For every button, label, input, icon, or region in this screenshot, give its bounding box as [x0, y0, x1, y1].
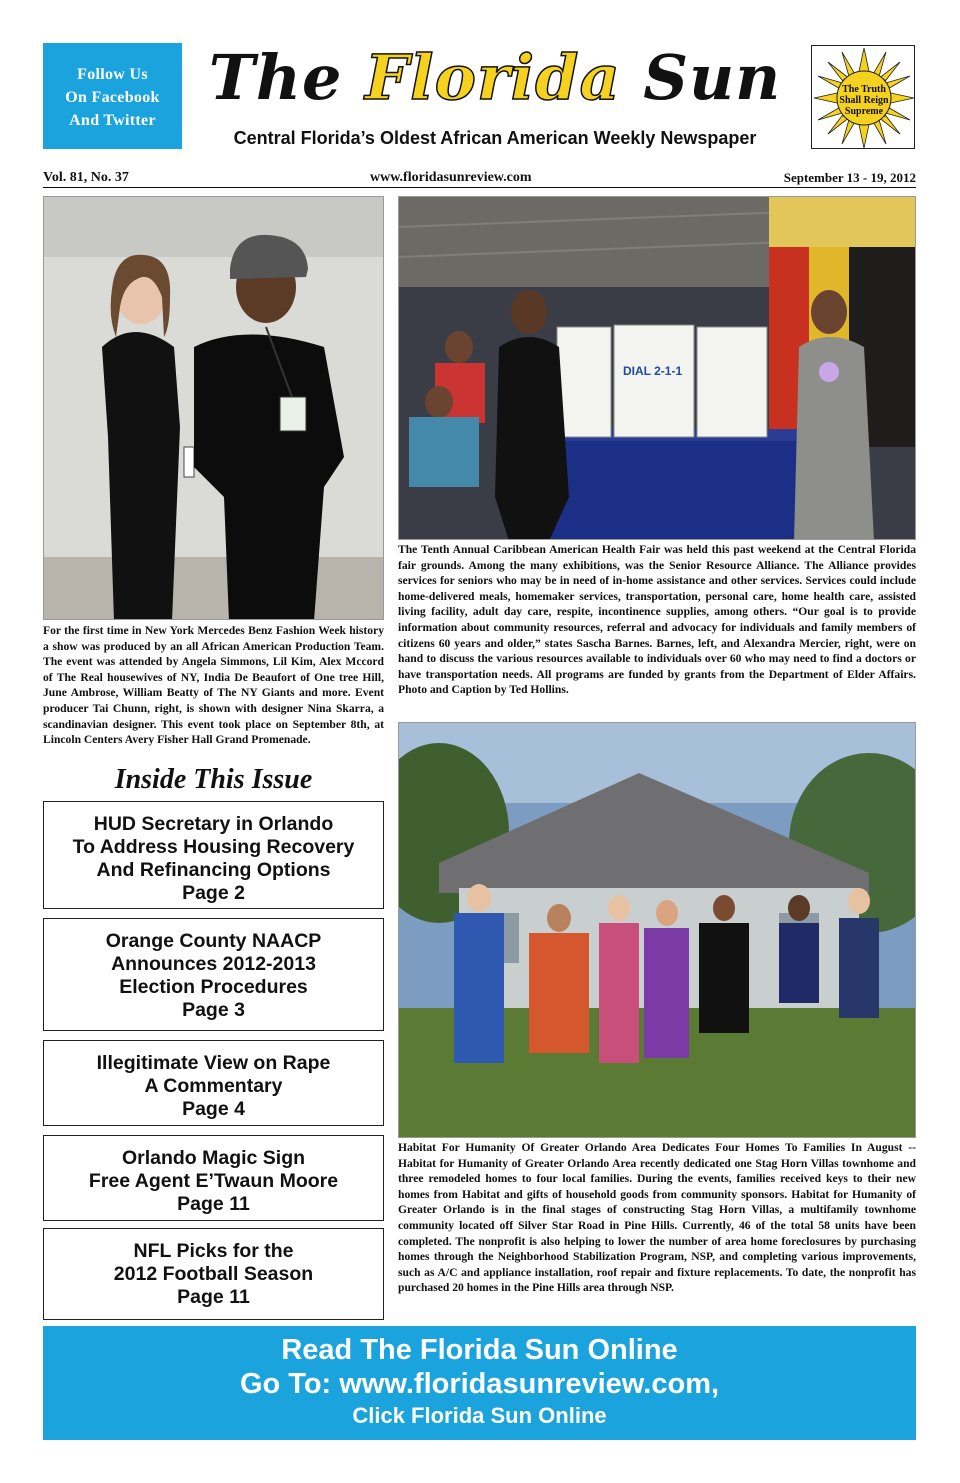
- volume-number: Vol. 81, No. 37: [43, 170, 129, 185]
- issue-teaser-nfl-picks[interactable]: [43, 1228, 384, 1320]
- teaser-line: A Commentary: [144, 1075, 283, 1097]
- social-line-2: On Facebook: [65, 89, 160, 106]
- issue-date: September 13 - 19, 2012: [783, 170, 916, 185]
- teaser-line: Election Procedures: [119, 976, 308, 998]
- teaser-line: Orlando Magic Sign: [121, 1147, 306, 1169]
- issue-teaser-hud[interactable]: [43, 801, 384, 909]
- footer-website[interactable]: Go To: www.floridasunreview.com,: [239, 1368, 720, 1400]
- fashion-week-caption: For the first time in New York Mercedes Benz Fashion Week history a show was produced by an all African American Production Team. The event was attended by Angela Simmons, Lil Kim, Alex Mccord of The Real housewives of NY, India De Beaufort of One tree Hill, June Ambrose, William Beatty of The NY Giants and more. Event producer Tai Chunn, right, is shown with designer Nina Skarra, a scandinavian designer. This event took place on September 8th, at Lincoln Centers Avery Fisher Hall Grand Promenade.: [43, 624, 384, 747]
- teaser-line: 2012 Football Season: [113, 1263, 314, 1285]
- motto-line-2: Shall Reign: [839, 95, 889, 106]
- masthead-word-the: The: [208, 41, 343, 114]
- read-online-banner[interactable]: [43, 1326, 916, 1440]
- inside-this-issue-heading: Inside This Issue: [114, 764, 313, 795]
- fashion-week-photo: [43, 196, 384, 620]
- masthead-tagline: Central Florida’s Oldest African American Weekly Newspaper: [233, 128, 757, 148]
- teaser-line: Free Agent E’Twaun Moore: [88, 1170, 339, 1192]
- issue-teaser-orlando-magic[interactable]: [43, 1135, 384, 1221]
- website-link[interactable]: www.floridasunreview.com: [370, 170, 532, 185]
- teaser-line: NFL Picks for the: [133, 1240, 294, 1262]
- motto-line-1: The Truth: [842, 84, 886, 95]
- teaser-page: Page 3: [182, 999, 245, 1021]
- masthead-word-florida: Florida: [365, 41, 621, 114]
- issue-teaser-commentary[interactable]: [43, 1040, 384, 1126]
- teaser-line: Illegitimate View on Rape: [96, 1052, 331, 1074]
- habitat-caption: Habitat For Humanity Of Greater Orlando Area Dedicates Four Homes To Families In August -- Habitat for Humanity of Greater Orlando Area recently dedicated one Stag Horn Villas townhome and three remodeled homes to four local families. During the events, families received keys to their new homes from Habitat and gifts of household goods from community sponsors. Habitat for Humanity of Greater Orlando is in the final stages of constructing Stag Horn Villas, a multifamily townhome community located off Silver Star Road in Pine Hills. Currently, 46 of the total 58 units have been completed. The nonprofit is also helping to lower the number of area home foreclosures by purchasing homes through the Neighborhood Stabilization Program, NSP, and completing various improvements, such as A/C and appliance installation, roof repair and fixture replacements. To date, the nonprofit has purchased 20 homes in the Pine Hills area through NSP.: [398, 1141, 916, 1295]
- social-line-1: Follow Us: [77, 66, 148, 83]
- health-fair-caption: The Tenth Annual Caribbean American Health Fair was held this past weekend at the Central Florida fair grounds. Among the many exhibitions, was the Senior Resource Alliance. The Alliance provides services for seniors who may be in need of in-home assistance and other services. Services could include home-delivered meals, homemaker services, transportation, personal care, home health care, assisted living facility, adult day care, respite, incontinence supplies, among others. “Our goal is to provide information about community resources, referral and advocacy for individuals and family members of citizens 60 years and older,” states Sascha Barnes. Barnes, left, and Alexandra Mercier, right, were on hand to discuss the various resources available to individuals over 60 who may need to find a doctors or have transportation needs. All programs are funded by grants from the Department of Elder Affairs. Photo and Caption by Ted Hollins.: [398, 543, 916, 697]
- footer-line-1: Read The Florida Sun Online: [281, 1334, 678, 1366]
- footer-line-3: Click Florida Sun Online: [352, 1403, 607, 1428]
- sun-logo: [811, 45, 915, 149]
- health-fair-photo: [398, 196, 916, 540]
- teaser-page: Page 4: [182, 1098, 245, 1120]
- teaser-page: Page 11: [177, 1286, 250, 1308]
- masthead-word-sun: Sun: [643, 41, 782, 114]
- teaser-page: Page 2: [182, 882, 245, 904]
- issue-teaser-naacp[interactable]: [43, 918, 384, 1031]
- newspaper-masthead: [205, 41, 785, 114]
- teaser-line: Orange County NAACP: [105, 930, 322, 952]
- social-line-3: And Twitter: [69, 112, 156, 129]
- social-follow-box[interactable]: [43, 43, 182, 149]
- fair-banner-text: DIAL 2-1-1: [623, 364, 683, 378]
- teaser-line: To Address Housing Recovery: [72, 836, 355, 858]
- motto-line-3: Supreme: [844, 106, 884, 117]
- habitat-dedication-photo: [398, 722, 916, 1138]
- teaser-line: Announces 2012-2013: [111, 953, 316, 975]
- teaser-line: HUD Secretary in Orlando: [93, 813, 334, 835]
- teaser-line: And Refinancing Options: [96, 859, 331, 881]
- issue-info-bar: [43, 170, 916, 188]
- teaser-page: Page 11: [177, 1193, 250, 1215]
- sun-logo-motto: [812, 84, 916, 117]
